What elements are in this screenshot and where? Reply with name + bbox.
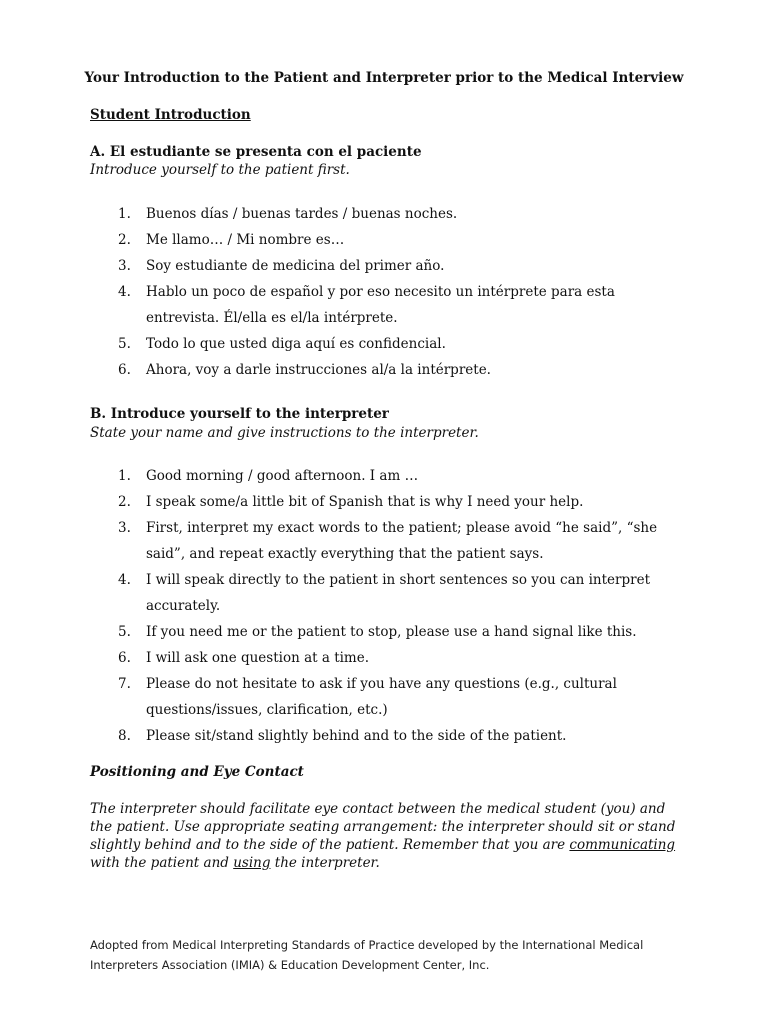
list-text: Me llamo… / Mi nombre es… (146, 232, 345, 248)
list-text: Please do not hesitate to ask if you have any questions (e.g., cultural questions/issues, clarification, etc.) (146, 676, 617, 718)
paragraph-text: with the patient and (90, 855, 234, 871)
list-text: Buenos días / buenas tardes / buenas noches. (146, 206, 458, 222)
positioning-paragraph (90, 800, 686, 872)
list-text: Ahora, voy a darle instrucciones al/a la intérprete. (146, 362, 491, 378)
student-intro-heading: Student Introduction (90, 107, 251, 123)
section-b-heading: B. Introduce yourself to the interpreter (90, 406, 389, 422)
list-item (90, 463, 690, 489)
list-number: 5. (118, 336, 131, 352)
paragraph-text: the interpreter. (270, 855, 380, 871)
list-item (90, 331, 690, 357)
list-item (90, 279, 690, 331)
list-number: 4. (118, 572, 131, 588)
list-number: 3. (118, 520, 131, 536)
list-item (90, 619, 690, 645)
list-text: Good morning / good afternoon. I am … (146, 468, 419, 484)
list-text: I will speak directly to the patient in short sentences so you can interpret accurately. (146, 572, 650, 614)
positioning-heading: Positioning and Eye Contact (90, 764, 304, 780)
list-item (90, 567, 690, 619)
section-b-subheading: State your name and give instructions to the interpreter. (90, 425, 479, 441)
list-number: 7. (118, 676, 131, 692)
section-a-list (90, 201, 690, 383)
list-number: 1. (118, 468, 131, 484)
list-item (90, 357, 690, 383)
list-number: 6. (118, 650, 131, 666)
list-number: 8. (118, 728, 131, 744)
list-item (90, 201, 690, 227)
underlined-word-using: using (233, 855, 271, 871)
list-text: Todo lo que usted diga aquí es confidencial. (146, 336, 446, 352)
list-number: 3. (118, 258, 131, 274)
list-item (90, 723, 690, 749)
document-title: Your Introduction to the Patient and Interpreter prior to the Medical Interview (84, 70, 684, 86)
list-number: 5. (118, 624, 131, 640)
list-number: 1. (118, 206, 131, 222)
footer-attribution: Adopted from Medical Interpreting Standards of Practice developed by the International Medical Interpreters Association (IMIA) & Education Development Center, Inc. (90, 938, 644, 972)
list-item (90, 253, 690, 279)
paragraph-text: The interpreter should facilitate eye contact between the medical student (you) and the patient. Use appropriate seating arrangement: the interpreter should sit or stand slightly behind and to the side of the patient. Remember that you are (90, 801, 676, 853)
section-a-subheading: Introduce yourself to the patient first. (90, 162, 350, 178)
list-item (90, 227, 690, 253)
list-text: I speak some/a little bit of Spanish that is why I need your help. (146, 494, 584, 510)
list-text: Please sit/stand slightly behind and to the side of the patient. (146, 728, 567, 744)
list-number: 2. (118, 232, 131, 248)
list-item (90, 515, 690, 567)
section-a-heading: A. El estudiante se presenta con el paciente (90, 144, 422, 160)
list-item (90, 671, 690, 723)
list-text: Hablo un poco de español y por eso necesito un intérprete para esta entrevista. Él/ella es el/la intérprete. (146, 284, 615, 326)
underlined-word-communicating: communicating (569, 837, 676, 853)
list-number: 4. (118, 284, 131, 300)
list-item (90, 645, 690, 671)
list-text: If you need me or the patient to stop, please use a hand signal like this. (146, 624, 637, 640)
list-text: First, interpret my exact words to the patient; please avoid “he said”, “she said”, and repeat exactly everything that the patient says. (146, 520, 658, 562)
list-text: Soy estudiante de medicina del primer año. (146, 258, 445, 274)
section-b-list (90, 463, 690, 749)
list-number: 2. (118, 494, 131, 510)
list-text: I will ask one question at a time. (146, 650, 370, 666)
list-item (90, 489, 690, 515)
list-number: 6. (118, 362, 131, 378)
